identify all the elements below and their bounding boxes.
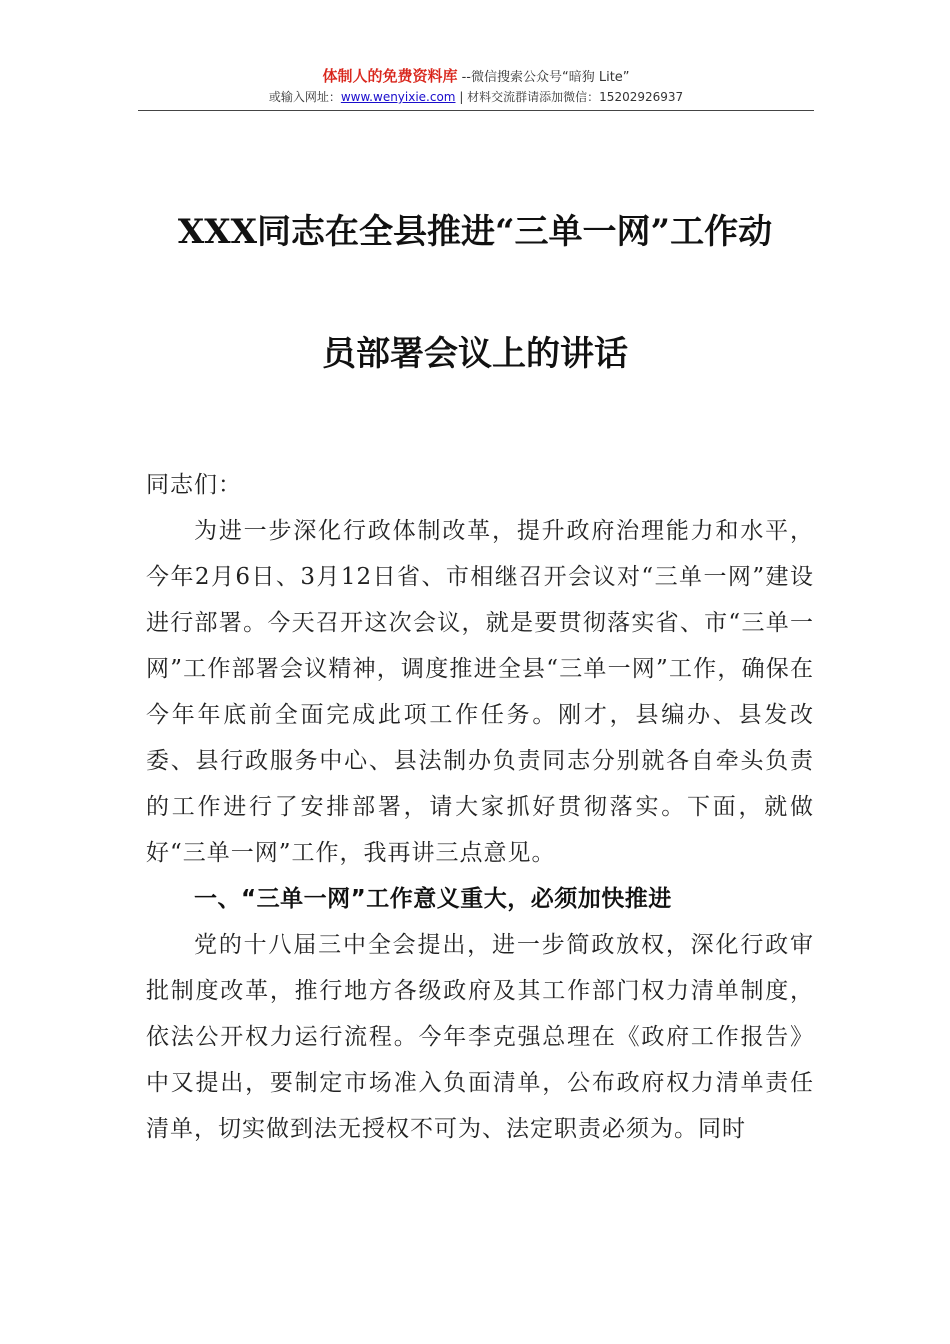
document-body: [146, 462, 814, 1152]
header-url-prefix: 或输入网址：: [268, 90, 341, 104]
header-line-brand: [138, 66, 814, 88]
header-tagline: --微信搜索公众号“暗狗 Lite”: [457, 70, 630, 85]
header-line-contact: [138, 88, 814, 106]
body-paragraph: 党的十八届三中全会提出，进一步简政放权，深化行政审批制度改革，推行地方各级政府及其工作部门权力清单制度，依法公开权力运行流程。今年李克强总理在《政府工作报告》中又提出，要制定市场准入负面清单，公布政府权力清单责任清单，切实做到法无授权不可为、法定职责必须为。同时: [146, 932, 814, 1142]
header-divider: [138, 110, 814, 111]
salutation: 同志们：: [146, 472, 242, 498]
document-title-line-1: XXX同志在全县推进“三单一网”工作动: [177, 212, 773, 252]
document-title-line-2: 员部署会议上的讲话: [322, 334, 628, 374]
header-contact: | 材料交流群请添加微信：15202926937: [455, 90, 684, 104]
section-heading: 一、“三单一网”工作意义重大，必须加快推进: [194, 886, 672, 912]
header-brand: 体制人的免费资料库: [322, 67, 458, 85]
header-url-link[interactable]: www.wenyixie.com: [340, 90, 456, 104]
page-header: [138, 66, 814, 106]
body-paragraph: 为进一步深化行政体制改革，提升政府治理能力和水平，今年2月6日、3月12日省、市相继召开会议对“三单一网”建设进行部署。今天召开这次会议，就是要贯彻落实省、市“三单一网”工作部署会议精神，调度推进全县“三单一网”工作，确保在今年年底前全面完成此项工作任务。刚才，县编办、县发改委、县行政服务中心、县法制办负责同志分别就各自牵头负责的工作进行了安排部署，请大家抓好贯彻落实。下面，就做好“三单一网”工作，我再讲三点意见。: [146, 518, 814, 866]
